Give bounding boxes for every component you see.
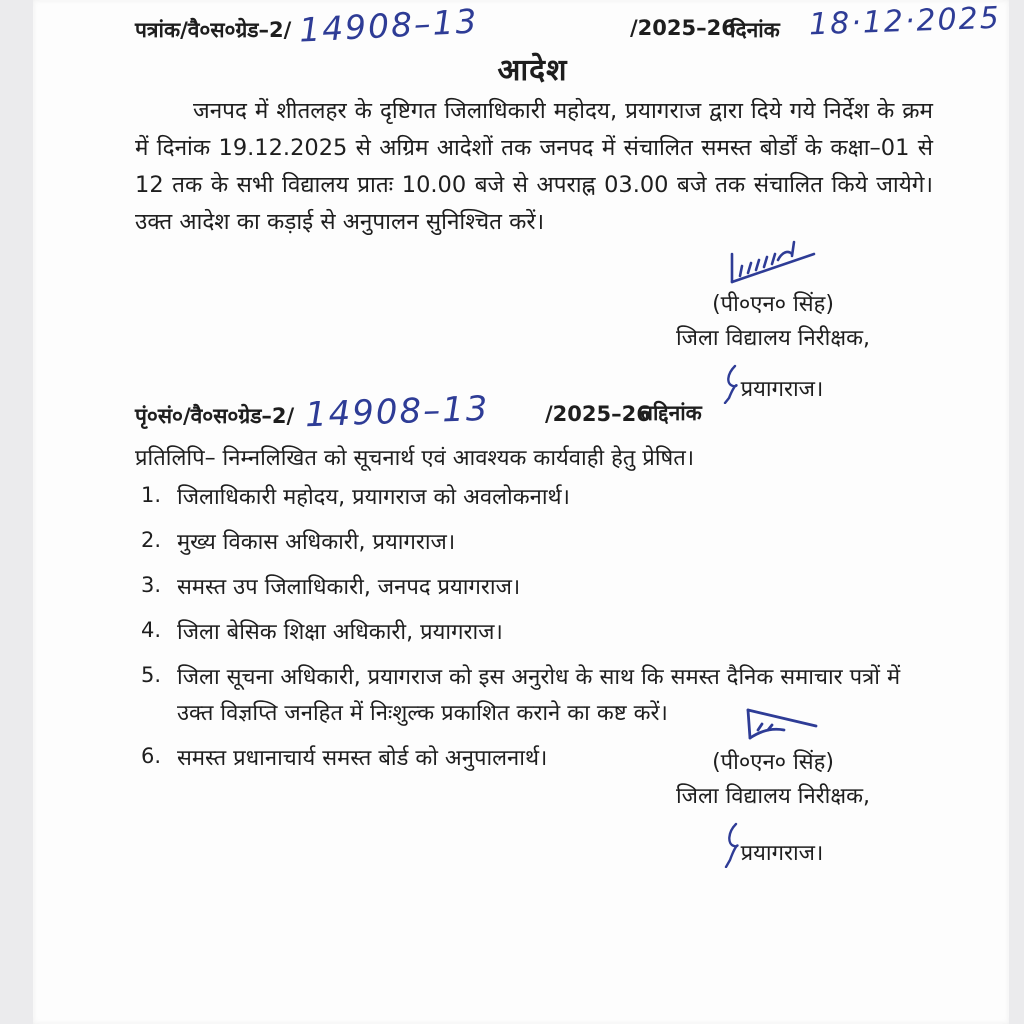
document-page (33, 0, 1009, 1024)
list-item-text: मुख्य विकास अधिकारी, प्रयागराज। (177, 530, 456, 555)
list-item-number: 1. (141, 483, 162, 507)
copy-ref-prefix: पृं०सं०/वै०स०ग्रेड–2/ (135, 404, 295, 428)
list-item-number: 2. (141, 528, 162, 552)
signature-scribble-icon (718, 702, 828, 744)
letter-ref-year: /2025–26 (630, 16, 736, 40)
signatory-place-text: प्रयागराज। (740, 377, 824, 402)
copy-ref-same-date: तद्दिनांक (641, 401, 702, 425)
date-label: दिनांक (730, 18, 780, 42)
copy-ref-number-handwritten: 14908–13 (304, 388, 491, 436)
copy-ref-year: /2025–26 (545, 402, 651, 426)
signatory-place-text: प्रयागराज। (740, 841, 824, 866)
signature-block-bottom (623, 702, 923, 872)
list-item-number: 6. (141, 744, 162, 768)
order-body-paragraph: जनपद में शीतलहर के दृष्टिगत जिलाधिकारी महोदय, प्रयागराज द्वारा दिये गये निर्देश के क्रम में दिनांक 19.12.2025 से अग्रिम आदेशों तक जनपद में संचालित समस्त बोर्डों के कक्षा–01 से 12 तक के सभी विद्यालय प्रातः 10.00 बजे से अपराह्न 03.00 बजे तक संचालित किये जायेगे। उक्त आदेश का कड़ाई से अनुपालन सुनिश्चित करें। (135, 98, 933, 235)
page-title: आदेश (497, 53, 568, 88)
signatory-name: (पी०एन० सिंह) (712, 292, 834, 317)
signatory-designation: जिला विद्यालय निरीक्षक, (675, 326, 871, 351)
list-item (141, 480, 941, 516)
date-value-handwritten: 18·12·2025 (808, 0, 1002, 43)
list-item (141, 570, 941, 606)
letter-ref-number-handwritten: 14908–13 (298, 1, 480, 50)
signature-block-top (623, 238, 923, 408)
list-item-text: जिला बेसिक शिक्षा अधिकारी, प्रयागराज। (177, 620, 503, 645)
signatory-place (623, 814, 923, 872)
signature-scribble-icon (718, 238, 828, 286)
list-item-number: 4. (141, 618, 162, 642)
list-item-text: जिला सूचना अधिकारी, प्रयागराज को इस अनुरोध के साथ कि समस्त दैनिक समाचार पत्रों में उक्त विज्ञप्ति जनहित में निःशुल्क प्रकाशित कराने का कष्ट करें। (177, 665, 901, 726)
copy-distribution-heading: प्रतिलिपि– निम्नलिखित को सूचनार्थ एवं आवश्यक कार्यवाही हेतु प्रेषित। (135, 446, 695, 471)
signatory-designation: जिला विद्यालय निरीक्षक, (675, 784, 871, 809)
list-item-text: समस्त प्रधानाचार्य समस्त बोर्ड को अनुपालनार्थ। (177, 746, 548, 771)
letter-ref-prefix: पत्रांक/वै०स०ग्रेड–2/ (135, 18, 292, 42)
signature-flourish-icon (723, 822, 745, 868)
list-item-text: समस्त उप जिलाधिकारी, जनपद प्रयागराज। (177, 575, 521, 600)
list-item-text: जिलाधिकारी महोदय, प्रयागराज को अवलोकनार्थ। (177, 485, 570, 510)
list-item-number: 3. (141, 573, 162, 597)
list-item-number: 5. (141, 663, 162, 687)
list-item (141, 615, 941, 651)
signature-flourish-icon (723, 364, 745, 404)
list-item (141, 525, 941, 561)
signatory-name: (पी०एन० सिंह) (712, 750, 834, 775)
